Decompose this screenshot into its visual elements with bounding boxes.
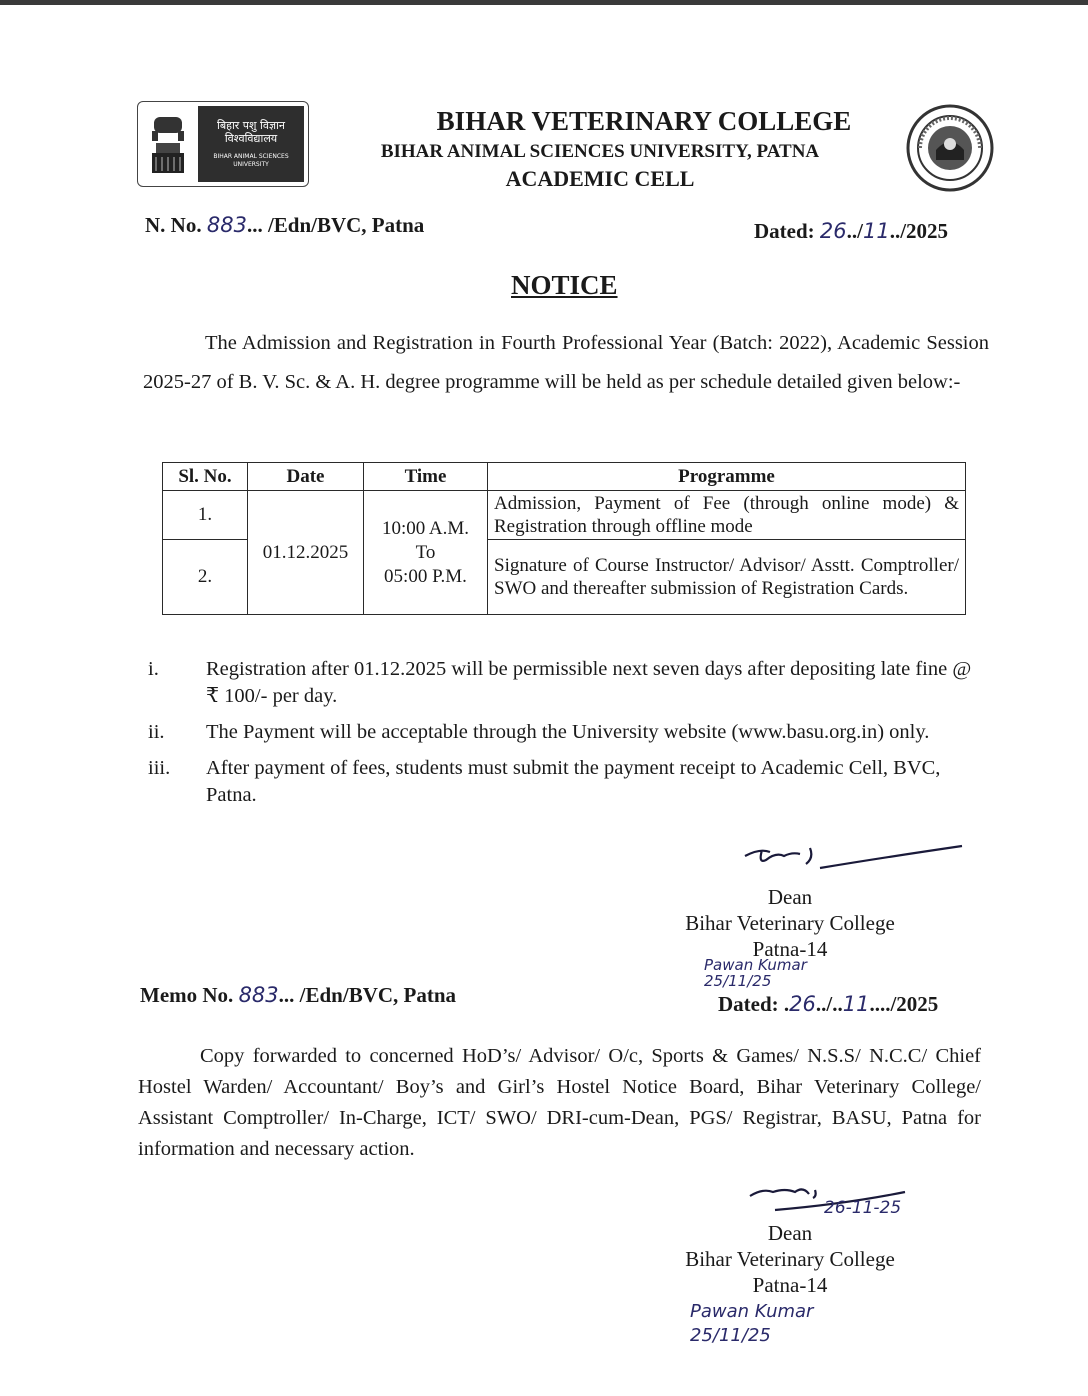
memo-prefix: Memo No. (140, 983, 234, 1007)
memo-dated-year: /2025 (890, 992, 939, 1016)
dated-day: 26 (819, 219, 847, 243)
university-name: BIHAR ANIMAL SCIENCES UNIVERSITY, PATNA (380, 141, 820, 162)
notice-number (145, 213, 424, 238)
logo-english-text: BIHAR ANIMAL SCIENCES UNIVERSITY (213, 153, 289, 168)
row2-slno: 2. (163, 540, 248, 615)
signature-block-2 (660, 1220, 920, 1298)
list-item (148, 755, 988, 809)
memo-number-handwritten: 883 (238, 983, 279, 1007)
university-seal-icon (906, 104, 994, 192)
signatory-title: Dean (767, 1221, 813, 1245)
table-row (163, 491, 966, 540)
signatory-place: Patna-14 (752, 1273, 828, 1297)
point-text: The Payment will be acceptable through the University website (www.basu.org.in) only. (206, 721, 930, 743)
column-header-slno: Sl. No. (163, 463, 248, 491)
list-item (148, 656, 988, 710)
time-from: 10:00 A.M. (381, 517, 470, 539)
logo-hindi-line2: विश्वविद्यालय (224, 132, 278, 145)
list-item (148, 719, 988, 746)
point-text: Registration after 01.12.2025 will be permissible next seven days after depositing late fine @ ₹ 100/- per day. (206, 658, 972, 707)
college-name: BIHAR VETERINARY COLLEGE (436, 106, 852, 136)
scan-edge (0, 0, 1088, 5)
dean-signature-1 (740, 838, 970, 888)
point-number: iii. (148, 757, 171, 779)
column-header-programme: Programme (488, 463, 966, 491)
column-header-time: Time (364, 463, 488, 491)
point-number: ii. (148, 721, 165, 743)
memo-dated-day: 26 (789, 992, 816, 1016)
memo-dated-month: 11 (842, 992, 870, 1016)
schedule-time (364, 491, 488, 615)
initials-name: Pawan Kumar (690, 1301, 814, 1322)
memo-dated-label: Dated: (718, 992, 779, 1016)
row1-slno: 1. (163, 491, 248, 540)
intro-paragraph (143, 324, 989, 402)
notice-number-prefix: N. No. (145, 213, 202, 237)
dean-sign-date: 26-11-25 (824, 1198, 902, 1218)
dated-month: 11 (862, 219, 890, 243)
dated-year: /2025 (900, 219, 949, 243)
emblem-icon (138, 102, 198, 186)
copy-text: Copy forwarded to concerned HoD’s/ Advisor/ O/c, Sports & Games/ N.S.S/ N.C.C/ Chief Hostel Warden/ Accountant/ Boy’s and Girl’s Hostel Notice Board, Bihar Veterinary College/ Assistant Comptroller/ In-Charge, ICT/ SWO/ DRI-cum-Dean, PGS/ Registrar, BASU, Patna for information and necessary action. (138, 1045, 981, 1160)
notice-number-handwritten: 883 (206, 213, 247, 237)
dated-label: Dated: (754, 219, 815, 243)
row2-programme: Signature of Course Instructor/ Advisor/ Asstt. Comptroller/ SWO and thereafter submission of Registration Cards. (488, 540, 966, 615)
initials-date: 25/11/25 (690, 1325, 771, 1346)
point-number: i. (148, 658, 159, 680)
signatory-title: Dean (767, 885, 813, 909)
signature-block-1 (660, 884, 920, 962)
memo-date: Dated: .26../..11..../2025 (718, 992, 939, 1016)
memo-number (140, 983, 456, 1008)
university-logo (137, 101, 309, 187)
row1-programme: Admission, Payment of Fee (through online mode) & Registration through offline mode (488, 491, 966, 540)
logo-text-panel (198, 106, 304, 182)
cell-name: ACADEMIC CELL (505, 166, 695, 191)
memo-suffix: ... /Edn/BVC, Patna (278, 983, 457, 1007)
schedule-date: 01.12.2025 (248, 491, 364, 615)
column-header-date: Date (248, 463, 364, 491)
table-header-row (163, 463, 966, 491)
notice-date: Dated: 26../11../2025 (754, 219, 949, 243)
point-text: After payment of fees, students must submit the payment receipt to Academic Cell, BVC, Patna. (206, 757, 941, 806)
signatory-org: Bihar Veterinary College (685, 911, 895, 935)
logo-hindi-line1: बिहार पशु विज्ञान (216, 119, 285, 132)
intro-text: The Admission and Registration in Fourth Professional Year (Batch: 2022), Academic Session 2025-27 of B. V. Sc. & A. H. degree programme will be held as per schedule detailed given below:- (143, 332, 989, 393)
initials-2 (690, 1300, 813, 1348)
points-list (148, 656, 988, 818)
initials-name: Pawan Kumar (704, 956, 807, 974)
time-to: 05:00 P.M. (384, 565, 467, 587)
time-to-word: To (415, 541, 436, 563)
copy-paragraph (138, 1041, 981, 1165)
signatory-org: Bihar Veterinary College (685, 1247, 895, 1271)
schedule-table (162, 462, 966, 615)
notice-number-suffix: ... /Edn/BVC, Patna (246, 213, 425, 237)
signatory-place: Patna-14 (752, 937, 828, 961)
initials-date: 25/11/25 (704, 972, 772, 990)
notice-title: NOTICE (511, 270, 618, 300)
initials-1 (704, 957, 807, 989)
